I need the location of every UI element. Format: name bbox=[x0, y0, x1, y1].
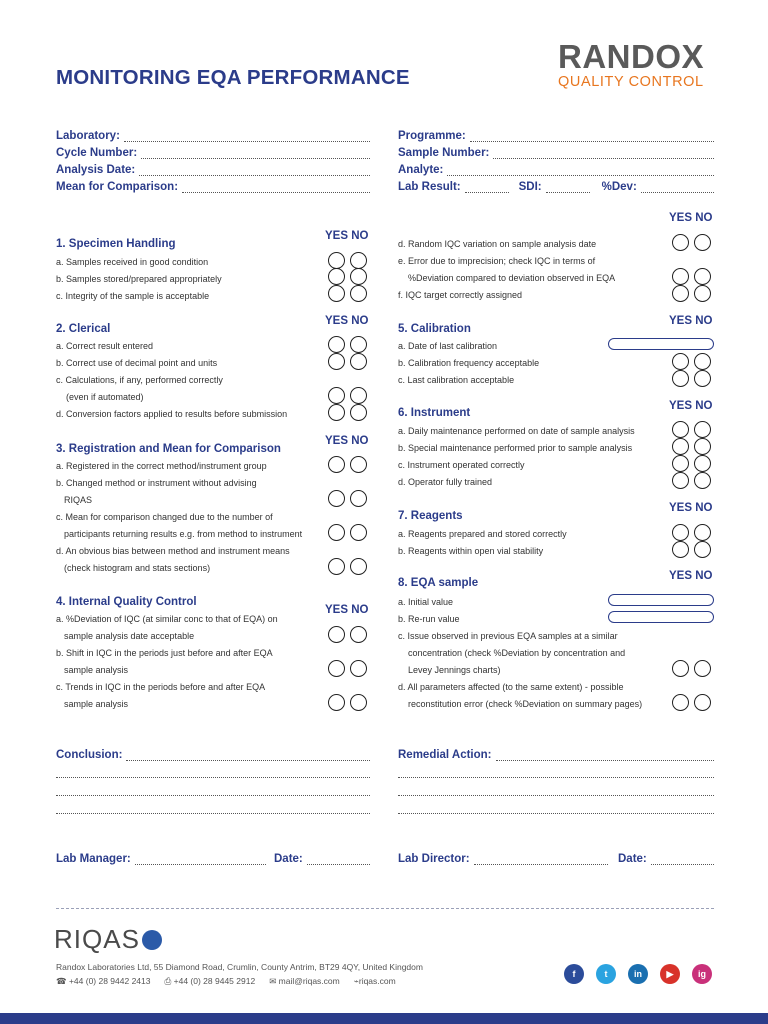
item-text: sample analysis bbox=[64, 665, 129, 675]
conclusion-line[interactable] bbox=[56, 777, 370, 778]
item-text: d. Conversion factors applied to results before submission bbox=[56, 409, 288, 419]
item-text: sample analysis date acceptable bbox=[64, 631, 195, 641]
item-text: %Deviation compared to deviation observed in EQA bbox=[408, 273, 616, 283]
conclusion-line[interactable] bbox=[56, 813, 370, 814]
item-text: b. Shift in IQC in the periods just before and after EQA bbox=[56, 648, 273, 658]
logo-subtitle: QUALITY CONTROL bbox=[558, 74, 704, 90]
no-circle[interactable] bbox=[694, 660, 711, 677]
item-text: c. Integrity of the sample is acceptable bbox=[56, 291, 210, 301]
section-reagents: 7. Reagents bbox=[398, 510, 463, 522]
footer-divider bbox=[56, 908, 714, 909]
section-clerical: 2. Clerical bbox=[56, 323, 111, 335]
no-circle[interactable] bbox=[694, 234, 711, 251]
yes-circle[interactable] bbox=[328, 252, 345, 269]
yes-no-radio[interactable] bbox=[328, 252, 367, 269]
item-text: b. Reagents within open vial stability bbox=[398, 546, 544, 556]
no-circle[interactable] bbox=[350, 660, 367, 677]
fax-icon: ⎙ +44 (0) 28 9445 2912 bbox=[164, 976, 256, 986]
yes-no-radio[interactable] bbox=[672, 660, 711, 677]
yes-circle[interactable] bbox=[672, 541, 689, 558]
no-circle[interactable] bbox=[694, 541, 711, 558]
lab-manager-date-field[interactable]: Date: bbox=[274, 853, 370, 865]
yes-no-header: YES NO bbox=[325, 315, 369, 327]
no-circle[interactable] bbox=[350, 524, 367, 541]
yes-no-radio[interactable] bbox=[672, 370, 711, 387]
no-circle[interactable] bbox=[694, 285, 711, 302]
no-circle[interactable] bbox=[350, 252, 367, 269]
yes-no-radio[interactable] bbox=[672, 421, 711, 438]
remedial-line[interactable] bbox=[398, 777, 714, 778]
field-sample-number[interactable]: Sample Number: bbox=[398, 147, 714, 159]
item-text: b. Correct use of decimal point and units bbox=[56, 358, 218, 368]
yes-no-radio[interactable] bbox=[672, 353, 711, 370]
item-text: c. Instrument operated correctly bbox=[398, 460, 525, 470]
field-cycle-number[interactable]: Cycle Number: bbox=[56, 147, 370, 159]
field-mean-comparison[interactable]: Mean for Comparison: bbox=[56, 181, 370, 193]
no-circle[interactable] bbox=[350, 336, 367, 353]
yes-circle[interactable] bbox=[328, 336, 345, 353]
no-circle[interactable] bbox=[350, 387, 367, 404]
yes-circle[interactable] bbox=[328, 626, 345, 643]
footer-bar bbox=[0, 1013, 768, 1024]
field-programme[interactable]: Programme: bbox=[398, 130, 714, 142]
yes-no-radio[interactable] bbox=[328, 285, 367, 302]
item-text: a. Reagents prepared and stored correctly bbox=[398, 529, 567, 539]
no-circle[interactable] bbox=[350, 694, 367, 711]
item-text: c. Issue observed in previous EQA samples at a similar bbox=[398, 631, 618, 641]
yes-no-radio[interactable] bbox=[672, 472, 711, 489]
linkedin-icon[interactable]: in bbox=[628, 964, 648, 984]
yes-no-radio[interactable] bbox=[672, 268, 711, 285]
yes-no-header: YES NO bbox=[669, 570, 713, 582]
item-text: a. Initial value bbox=[398, 597, 454, 607]
riqas-logo: RIQAS bbox=[54, 924, 162, 955]
no-circle[interactable] bbox=[350, 268, 367, 285]
yes-no-radio[interactable] bbox=[328, 404, 367, 421]
item-text: b. Changed method or instrument without advising bbox=[56, 478, 257, 488]
no-circle[interactable] bbox=[350, 490, 367, 507]
field-analysis-date[interactable]: Analysis Date: bbox=[56, 164, 370, 176]
yes-no-radio[interactable] bbox=[672, 285, 711, 302]
yes-circle[interactable] bbox=[672, 370, 689, 387]
yes-no-radio[interactable] bbox=[328, 524, 367, 541]
no-circle[interactable] bbox=[694, 524, 711, 541]
item-text: reconstitution error (check %Deviation on summary pages) bbox=[408, 699, 643, 709]
twitter-icon[interactable]: t bbox=[596, 964, 616, 984]
item-text: b. Samples stored/prepared appropriately bbox=[56, 274, 222, 284]
item-text: c. Last calibration acceptable bbox=[398, 375, 515, 385]
item-text: c. Calculations, if any, performed correctly bbox=[56, 375, 223, 385]
section-calibration: 5. Calibration bbox=[398, 323, 471, 335]
no-circle[interactable] bbox=[694, 455, 711, 472]
item-text: b. Re-run value bbox=[398, 614, 460, 624]
no-circle[interactable] bbox=[694, 694, 711, 711]
item-text: e. Error due to imprecision; check IQC in terms of bbox=[398, 256, 596, 266]
no-circle[interactable] bbox=[694, 421, 711, 438]
item-text: b. Special maintenance performed prior to sample analysis bbox=[398, 443, 633, 453]
no-circle[interactable] bbox=[350, 285, 367, 302]
yes-circle[interactable] bbox=[328, 268, 345, 285]
item-text: a. Samples received in good condition bbox=[56, 257, 209, 267]
yes-no-header: YES NO bbox=[669, 502, 713, 514]
instagram-icon[interactable]: ig bbox=[692, 964, 712, 984]
no-circle[interactable] bbox=[350, 404, 367, 421]
yes-no-radio[interactable] bbox=[672, 455, 711, 472]
item-text: b. Calibration frequency acceptable bbox=[398, 358, 540, 368]
yes-no-radio[interactable] bbox=[672, 438, 711, 455]
item-text: (even if automated) bbox=[66, 392, 144, 402]
item-text: participants returning results e.g. from method to instrument bbox=[64, 529, 303, 539]
yes-circle[interactable] bbox=[328, 387, 345, 404]
yes-circle[interactable] bbox=[328, 660, 345, 677]
remedial-action-field[interactable]: Remedial Action: bbox=[398, 749, 714, 761]
remedial-line[interactable] bbox=[398, 795, 714, 796]
facebook-icon[interactable]: f bbox=[564, 964, 584, 984]
yes-circle[interactable] bbox=[328, 456, 345, 473]
item-text: d. All parameters affected (to the same extent) - possible bbox=[398, 682, 624, 692]
remedial-line[interactable] bbox=[398, 813, 714, 814]
globe-icon bbox=[142, 930, 162, 950]
yes-circle[interactable] bbox=[672, 353, 689, 370]
yes-circle[interactable] bbox=[328, 285, 345, 302]
no-circle[interactable] bbox=[350, 558, 367, 575]
item-text: d. An obvious bias between method and instrument means bbox=[56, 546, 290, 556]
yes-circle[interactable] bbox=[328, 490, 345, 507]
yes-circle[interactable] bbox=[328, 524, 345, 541]
phone-icon: ☎ +44 (0) 28 9442 2413 bbox=[56, 976, 151, 986]
randox-logo bbox=[558, 40, 718, 90]
section-iqc: 4. Internal Quality Control bbox=[56, 596, 197, 608]
lab-director-date-field[interactable]: Date: bbox=[618, 853, 714, 865]
yes-circle[interactable] bbox=[672, 455, 689, 472]
item-text: f. IQC target correctly assigned bbox=[398, 290, 523, 300]
no-circle[interactable] bbox=[350, 353, 367, 370]
yes-circle[interactable] bbox=[672, 268, 689, 285]
yes-circle[interactable] bbox=[672, 421, 689, 438]
rerun-value-input[interactable] bbox=[608, 611, 714, 623]
no-circle[interactable] bbox=[350, 456, 367, 473]
yes-circle[interactable] bbox=[672, 472, 689, 489]
item-text: c. Mean for comparison changed due to the number of bbox=[56, 512, 273, 522]
no-circle[interactable] bbox=[694, 268, 711, 285]
field-laboratory[interactable]: Laboratory: bbox=[56, 130, 370, 142]
yes-circle[interactable] bbox=[672, 694, 689, 711]
yes-no-radio[interactable] bbox=[328, 353, 367, 370]
footer-contact bbox=[56, 976, 396, 987]
item-text: sample analysis bbox=[64, 699, 129, 709]
item-text: c. Trends in IQC in the periods before and after EQA bbox=[56, 682, 266, 692]
calibration-date-input[interactable] bbox=[608, 338, 714, 350]
yes-circle[interactable] bbox=[328, 558, 345, 575]
no-circle[interactable] bbox=[350, 626, 367, 643]
yes-no-radio[interactable] bbox=[328, 456, 367, 473]
no-circle[interactable] bbox=[694, 438, 711, 455]
yes-no-radio[interactable] bbox=[328, 336, 367, 353]
item-text: a. Date of last calibration bbox=[398, 341, 498, 351]
item-text: d. Operator fully trained bbox=[398, 477, 493, 487]
yes-no-header: YES NO bbox=[669, 315, 713, 327]
yes-no-header: YES NO bbox=[325, 604, 369, 616]
yes-circle[interactable] bbox=[672, 234, 689, 251]
yes-no-radio[interactable] bbox=[672, 524, 711, 541]
yes-no-radio[interactable] bbox=[328, 490, 367, 507]
footer-address: Randox Laboratories Ltd, 55 Diamond Road, Crumlin, County Antrim, BT29 4QY, United Kingdom bbox=[56, 962, 423, 972]
yes-circle[interactable] bbox=[672, 660, 689, 677]
section-instrument: 6. Instrument bbox=[398, 407, 471, 419]
item-text: a. Correct result entered bbox=[56, 341, 154, 351]
yes-no-header: YES NO bbox=[325, 435, 369, 447]
yes-no-radio[interactable] bbox=[672, 694, 711, 711]
item-text: RIQAS bbox=[64, 495, 93, 505]
yes-circle[interactable] bbox=[672, 524, 689, 541]
field-analyte[interactable]: Analyte: bbox=[398, 164, 714, 176]
item-text: a. %Deviation of IQC (at similar conc to that of EQA) on bbox=[56, 614, 278, 624]
page-title: MONITORING EQA PERFORMANCE bbox=[56, 66, 410, 89]
web-icon[interactable]: ⌁riqas.com bbox=[353, 976, 396, 986]
item-text: a. Registered in the correct method/instrument group bbox=[56, 461, 267, 471]
yes-no-radio[interactable] bbox=[672, 541, 711, 558]
conclusion-line[interactable] bbox=[56, 795, 370, 796]
item-text: (check histogram and stats sections) bbox=[64, 563, 211, 573]
yes-no-radio[interactable] bbox=[328, 626, 367, 643]
field-lab-result[interactable]: Lab Result: SDI: %Dev: bbox=[398, 181, 714, 193]
yes-circle[interactable] bbox=[672, 285, 689, 302]
yes-no-radio[interactable] bbox=[672, 234, 711, 251]
yes-circle[interactable] bbox=[672, 438, 689, 455]
yes-circle[interactable] bbox=[328, 694, 345, 711]
yes-no-radio[interactable] bbox=[328, 558, 367, 575]
yes-no-radio[interactable] bbox=[328, 660, 367, 677]
yes-no-header: YES NO bbox=[325, 230, 369, 242]
youtube-icon[interactable]: ▶ bbox=[660, 964, 680, 984]
email-icon[interactable]: ✉ mail@riqas.com bbox=[269, 976, 340, 986]
section-specimen-handling: 1. Specimen Handling bbox=[56, 238, 176, 250]
no-circle[interactable] bbox=[694, 370, 711, 387]
conclusion-field[interactable]: Conclusion: bbox=[56, 749, 370, 761]
yes-circle[interactable] bbox=[328, 404, 345, 421]
yes-no-radio[interactable] bbox=[328, 268, 367, 285]
section-registration: 3. Registration and Mean for Comparison bbox=[56, 443, 281, 455]
initial-value-input[interactable] bbox=[608, 594, 714, 606]
item-text: Levey Jennings charts) bbox=[408, 665, 501, 675]
section-eqa-sample: 8. EQA sample bbox=[398, 577, 479, 589]
lab-director-field[interactable]: Lab Director: bbox=[398, 853, 608, 865]
no-circle[interactable] bbox=[694, 353, 711, 370]
logo-brand: RANDOX bbox=[558, 38, 705, 75]
yes-no-header: YES NO bbox=[669, 212, 713, 224]
yes-no-radio[interactable] bbox=[328, 694, 367, 711]
yes-no-header: YES NO bbox=[669, 400, 713, 412]
item-text: d. Random IQC variation on sample analysis date bbox=[398, 239, 597, 249]
item-text: a. Daily maintenance performed on date of sample analysis bbox=[398, 426, 635, 436]
lab-manager-field[interactable]: Lab Manager: bbox=[56, 853, 266, 865]
item-text: concentration (check %Deviation by concentration and bbox=[408, 648, 626, 658]
yes-circle[interactable] bbox=[328, 353, 345, 370]
yes-no-radio[interactable] bbox=[328, 387, 367, 404]
no-circle[interactable] bbox=[694, 472, 711, 489]
